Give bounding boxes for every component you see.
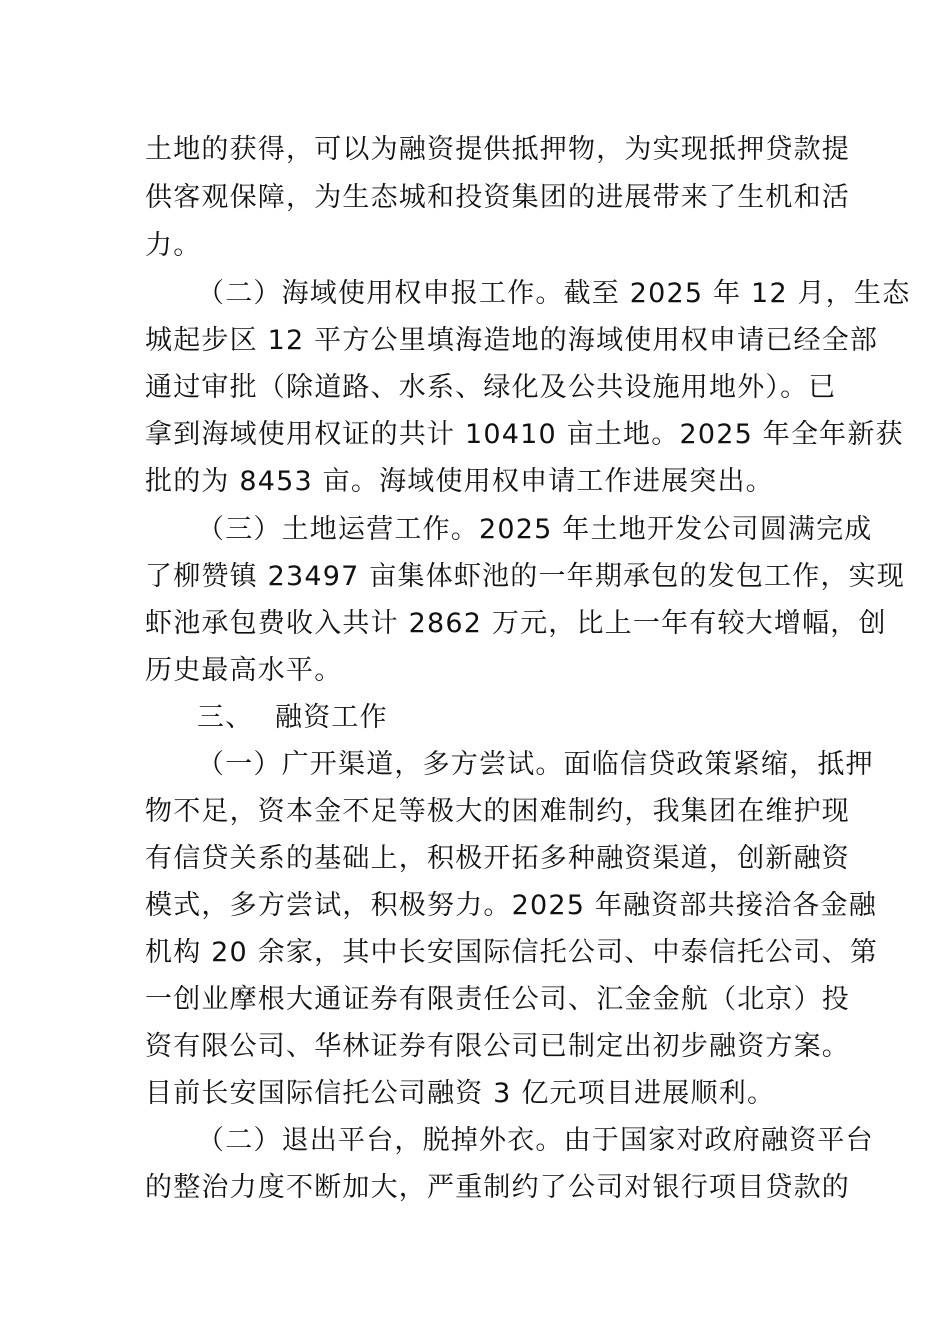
paragraph-line: 拿到海域使用权证的共计 10410 亩土地。2025 年全年新获 [145,419,904,450]
section-heading-title: 融资工作 [275,702,388,733]
paragraph-line: 目前长安国际信托公司融资 3 亿元项目进展顺利。 [145,1078,776,1109]
paragraph-line: 虾池承包费收入共计 2862 万元，比上一年有较大增幅，创 [145,608,887,639]
paragraph-line: 机构 20 余家，其中长安国际信托公司、中泰信托公司、第 [145,937,879,968]
paragraph-line: 的整治力度不断加大，严重制约了公司对银行项目贷款的 [145,1172,850,1203]
paragraph-line: 力。 [145,230,202,261]
paragraph-line: 一创业摩根大通证券有限责任公司、汇金金航（北京）投 [145,984,850,1015]
paragraph-line: 有信贷关系的基础上，积极开拓多种融资渠道，创新融资 [145,843,850,874]
paragraph-line: （一）广开渠道，多方尝试。面临信贷政策紧缩，抵押 [197,749,874,780]
paragraph-line: 通过审批（除道路、水系、绿化及公共设施用地外）。已 [145,372,837,403]
paragraph-line: 物不足，资本金不足等极大的困难制约，我集团在维护现 [145,796,850,827]
paragraph-line: 批的为 8453 亩。海域使用权申请工作进展突出。 [145,466,774,497]
paragraph-line: （二）退出平台，脱掉外衣。由于国家对政府融资平台 [197,1125,874,1156]
paragraph-line: 土地的获得，可以为融资提供抵押物，为实现抵押贷款提 [145,134,850,165]
paragraph-line: 城起步区 12 平方公里填海造地的海域使用权申请已经全部 [145,325,879,356]
section-heading-number: 三、 [197,702,254,733]
paragraph-line: （二）海域使用权申报工作。截至 2025 年 12 月，生态 [197,278,911,309]
paragraph-line: 资有限公司、华林证券有限公司已制定出初步融资方案。 [145,1031,850,1062]
paragraph-line: 了柳赞镇 23497 亩集体虾池的一年期承包的发包工作，实现 [145,561,906,592]
section-heading [197,700,388,736]
paragraph-line: 供客观保障，为生态城和投资集团的进展带来了生机和活 [145,182,850,213]
paragraph-line: 历史最高水平。 [145,655,343,686]
paragraph-line: 模式，多方尝试，积极努力。2025 年融资部共接洽各金融 [145,890,877,921]
paragraph-line: （三）土地运营工作。2025 年土地开发公司圆满完成 [197,514,873,545]
